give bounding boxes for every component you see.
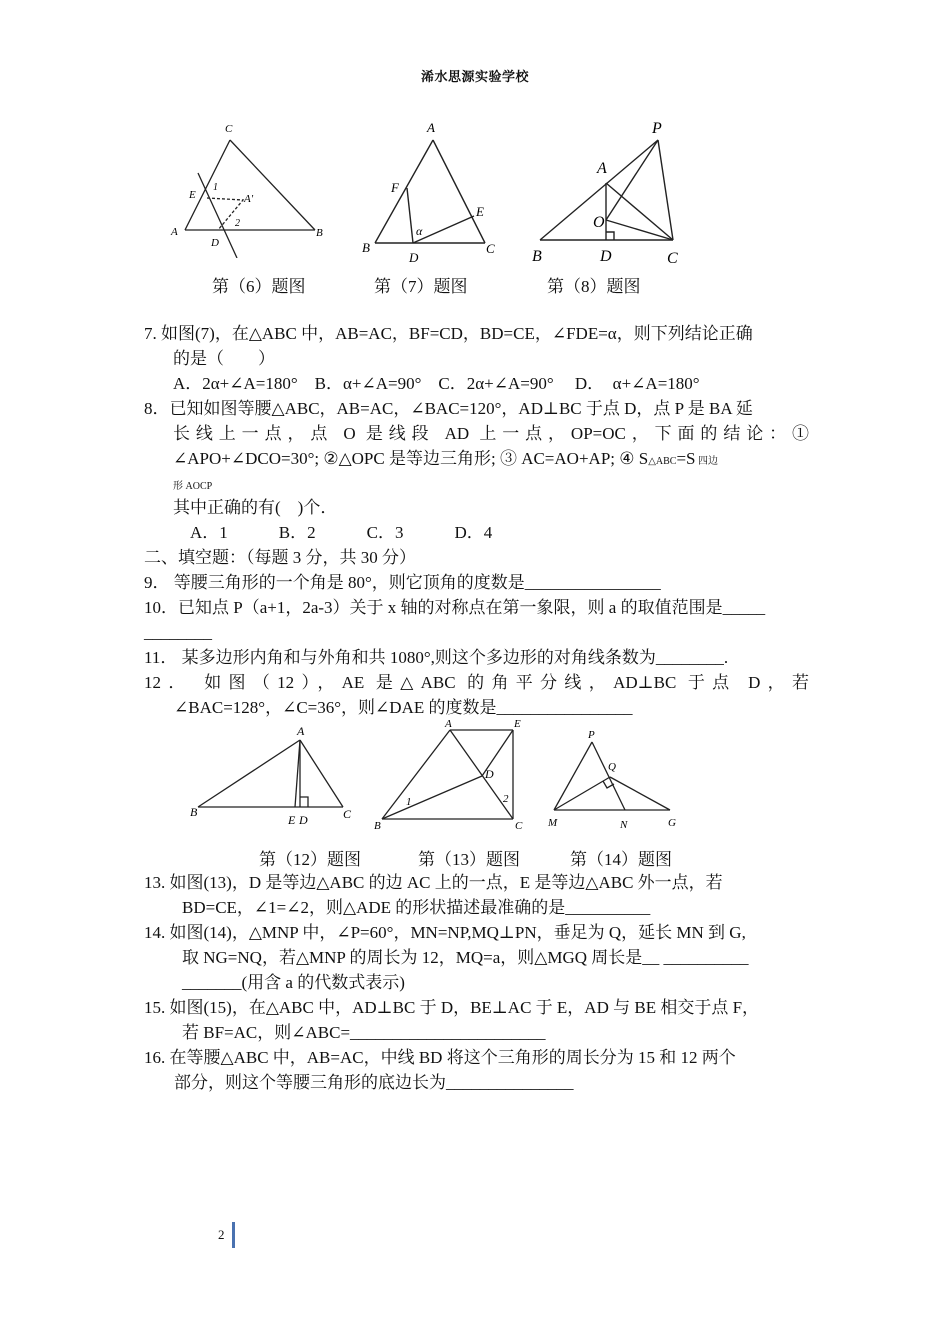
fig6-label-1: 1 xyxy=(213,182,218,193)
fig8-segment-op xyxy=(606,140,658,220)
q10-line1: 10．已知点 P（a+1，2a-3）关于 x 轴的对称点在第一象限，则 a 的取值范围是_____ xyxy=(144,598,766,617)
figure-8 xyxy=(528,115,693,270)
q13-line2: BD=CE，∠1=∠2，则△ADE 的形状描述最准确的是__________ xyxy=(182,898,651,917)
fig6-label-a-prime: A' xyxy=(244,193,254,205)
figure-6 xyxy=(165,118,335,258)
q7-options: A．2α+∠A=180° B．α+∠A=90° C．2α+∠A=90° D． α+∠A=180° xyxy=(173,374,700,393)
fig7-side-ab xyxy=(375,140,433,243)
figure-7 xyxy=(357,118,507,268)
fig7-label-f: F xyxy=(391,180,399,195)
fig14-segment-mq xyxy=(554,777,610,810)
caption-fig7: 第（7）题图 xyxy=(374,277,468,296)
figure-14 xyxy=(540,722,690,834)
fig13-label-a: A xyxy=(445,718,452,730)
fig8-segment-pc xyxy=(658,140,673,240)
school-header: 浠水思源实验学校 xyxy=(420,70,529,85)
fig12-label-c: C xyxy=(343,807,352,821)
fig13-segment-bd xyxy=(382,776,482,819)
q7-line2: 的是（ ） xyxy=(173,349,275,368)
fig14-label-g: G xyxy=(668,817,676,829)
figure-13 xyxy=(370,716,535,834)
q11-text: 11． 某多边形内角和与外角和共 1080°,则这个多边形的对角线条数为________. xyxy=(144,648,729,667)
fig8-segment-oc xyxy=(606,220,673,240)
q8-line3-main: ∠APO+∠DCO=30°; ②△OPC 是等边三角形; ③ AC=AO+AP; ④ S xyxy=(173,449,649,468)
q8-line2: 长线上一点，点 O 是线段 AD 上一点，OP=OC，下面的结论：① xyxy=(173,424,809,443)
fig6-label-c: C xyxy=(225,123,233,135)
fig14-label-p: P xyxy=(588,729,595,741)
fig13-label-c: C xyxy=(515,820,523,832)
fig6-side-cb xyxy=(230,140,315,230)
q13-line1: 13. 如图(13)，D 是等边△ABC 的边 AC 上的一点，E 是等边△ABC 外一点，若 xyxy=(144,873,723,892)
fig12-right-angle xyxy=(300,797,308,807)
caption-fig13: 第（13）题图 xyxy=(418,850,520,869)
fig6-label-e: E xyxy=(189,189,196,201)
fig6-label-d: D xyxy=(211,237,219,249)
q16-line1: 16. 在等腰△ABC 中，AB=AC，中线 BD 将这个三角形的周长分为 15 和 12 两个 xyxy=(144,1048,736,1067)
fig13-label-d: D xyxy=(485,767,494,781)
fig13-side-ab xyxy=(382,730,450,819)
q12-line2: ∠BAC=128°，∠C=36°，则∠DAE 的度数是________________ xyxy=(174,698,633,717)
q8-line4: 形 AOCP xyxy=(173,481,213,492)
q10-line2: ________ xyxy=(144,623,212,642)
fig6-label-b: B xyxy=(316,227,323,239)
fig14-label-q: Q xyxy=(608,761,616,773)
fig8-label-b: B xyxy=(532,248,542,265)
fig6-label-2: 2 xyxy=(235,218,240,229)
q8-line3-mid: =S xyxy=(676,449,696,468)
caption-fig8: 第（8）题图 xyxy=(547,277,641,296)
q14-line2: 取 NG=NQ，若△MNP 的周长为 12，MQ=a，则△MGQ 周长是__ __________ xyxy=(182,948,749,967)
fig8-label-p: P xyxy=(652,120,662,137)
fig6-label-a: A xyxy=(171,226,178,238)
fig13-label-e: E xyxy=(514,718,521,730)
caption-fig6: 第（6）题图 xyxy=(212,277,306,296)
fig13-label-b: B xyxy=(374,820,381,832)
q8-line1: 8．已知如图等腰△ABC，AB=AC，∠BAC=120°，AD⊥BC 于点 D，点 P 是 BA 延 xyxy=(144,399,753,418)
fig13-label-2: 2 xyxy=(503,793,509,805)
fig14-segment-qg xyxy=(610,777,670,810)
fig8-label-c: C xyxy=(667,250,678,267)
fig7-label-d: D xyxy=(409,250,419,265)
section2-title: 二、填空题：（每题 3 分，共 30 分） xyxy=(144,548,416,567)
fig12-side-ab xyxy=(198,740,300,807)
figure-12 xyxy=(188,722,358,830)
q12-line1: 12． 如图（12），AE 是△ABC 的角平分线，AD⊥BC 于点 D，若 xyxy=(144,673,809,692)
fig12-label-a: A xyxy=(297,724,305,738)
q16-line2: 部分，则这个等腰三角形的底边长为_______________ xyxy=(174,1073,574,1092)
fig8-segment-ac xyxy=(606,183,673,240)
fig14-side-pm xyxy=(554,742,592,810)
fig12-label-d: D xyxy=(299,813,308,827)
caption-fig12: 第（12）题图 xyxy=(259,850,361,869)
fig12-label-e: E xyxy=(288,813,296,827)
fig7-label-b: B xyxy=(362,240,370,255)
q8-line3-sub1: △ABC xyxy=(648,456,677,467)
fig8-label-d: D xyxy=(600,248,612,265)
page-number: 2 xyxy=(218,1227,225,1242)
fig7-label-e: E xyxy=(476,204,484,219)
q8-line3-sub2: 四边 xyxy=(695,456,718,467)
fig14-label-m: M xyxy=(548,817,558,829)
fig12-label-b: B xyxy=(190,805,198,819)
q14-line3: _______(用含 a 的代数式表示) xyxy=(182,973,405,992)
fig7-label-c: C xyxy=(486,241,495,256)
fig14-side-pn xyxy=(592,742,625,810)
page-number-bar xyxy=(232,1222,235,1248)
q8-line5: 其中正确的有( )个． xyxy=(173,498,338,517)
q15-line2: 若 BF=AC，则∠ABC=_______________________ xyxy=(182,1023,546,1042)
fig6-side-ac xyxy=(185,140,230,230)
fig8-label-o: O xyxy=(593,214,605,231)
fig13-label-1: 1 xyxy=(406,796,412,808)
q15-line1: 15. 如图(15)，在△ABC 中，AD⊥BC 于 D，BE⊥AC 于 E，AD 与 BE 相交于点 F， xyxy=(144,998,760,1017)
fig8-right-angle xyxy=(606,232,614,240)
fig7-segment-fd xyxy=(407,188,413,243)
caption-fig14: 第（14）题图 xyxy=(570,850,672,869)
fig7-label-a: A xyxy=(427,120,435,135)
fig14-right-angle xyxy=(603,781,614,788)
q7-line1: 7. 如图(7)，在△ABC 中，AB=AC，BF=CD，BD=CE，∠FDE=α，则下列结论正确 xyxy=(144,324,753,343)
fig12-segment-ae xyxy=(295,740,300,807)
fig8-label-a: A xyxy=(597,160,607,177)
q8-line3 xyxy=(173,446,809,474)
fig7-label-alpha: α xyxy=(416,224,423,238)
q8-options: A．1 B．2 C．3 D．4 xyxy=(190,523,493,542)
fig14-label-n: N xyxy=(620,819,628,831)
fig7-side-ac xyxy=(433,140,485,243)
q14-line1: 14. 如图(14)，△MNP 中，∠P=60°，MN=NP,MQ⊥PN，垂足为 Q，延长 MN 到 G, xyxy=(144,923,746,942)
q9-text: 9． 等腰三角形的一个角是 80°，则它顶角的度数是________________ xyxy=(144,573,661,592)
